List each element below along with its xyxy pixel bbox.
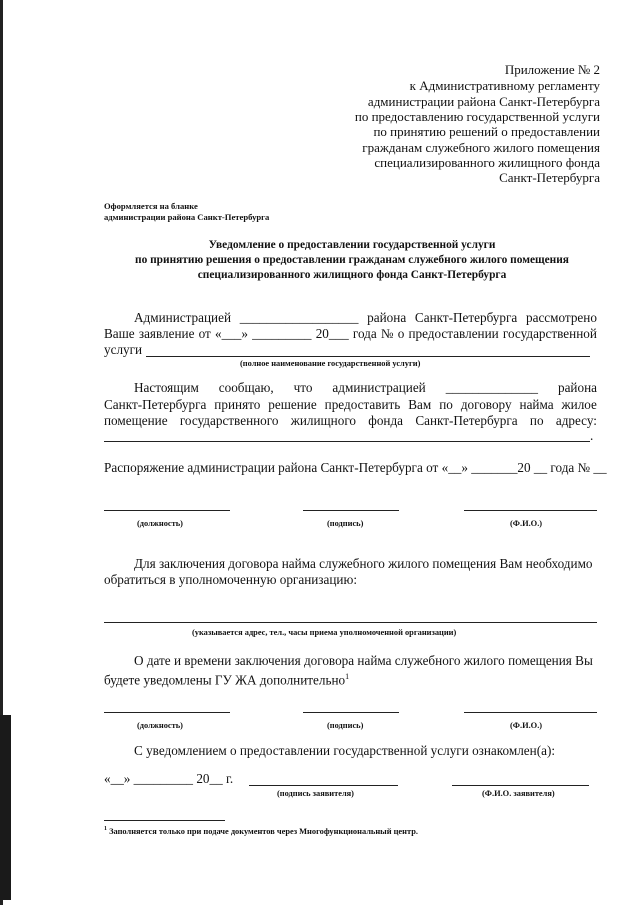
p1-line-1: Администрацией __________________ района Санкт-Петербурга рассмотрено: [134, 310, 597, 325]
applicant-name-caption: (Ф.И.О. заявителя): [482, 789, 555, 798]
p4-line-2: будете уведомлены ГУ ЖА дополнительно$^1$: [104, 672, 350, 688]
position-field-1[interactable]: [104, 510, 230, 511]
appendix-line-6: гражданам служебного жилого помещения: [362, 140, 600, 155]
appendix-line-3: администрации района Санкт-Петербурга: [367, 94, 600, 109]
fio-caption-1: (Ф.И.О.): [510, 519, 543, 528]
service-name-caption: (полное наименование государственной услуги): [240, 359, 421, 368]
title-line-2: по принятию решения о предоставлении гражданам служебного жилого помещения: [135, 254, 569, 266]
title-line-3: специализированного жилищного фонда Санкт-Петербурга: [197, 269, 507, 281]
appendix-line-7: специализированного жилищного фонда: [374, 155, 600, 170]
p3-line-2: обратиться в уполномоченную организацию:: [104, 572, 357, 587]
p2-line-2: Санкт-Петербурга принято решение предоставить Вам по договору найма жилое: [104, 397, 597, 412]
p4-line-1: О дате и времени заключения договора найма служебного жилого помещения Вы: [134, 653, 593, 668]
p1-line-3: услуги: [104, 342, 143, 357]
organization-field[interactable]: [104, 622, 597, 623]
appendix-line-5: по принятию решений о предоставлении: [373, 124, 600, 139]
fio-field-2[interactable]: [464, 712, 597, 713]
signature-caption-2: (подпись): [327, 721, 364, 730]
signature-caption-1: (подпись): [327, 519, 364, 528]
position-caption-1: (должность): [137, 519, 183, 528]
scan-artifact: [0, 715, 11, 900]
title-line-1: Уведомление о предоставлении государственной услуги: [208, 239, 496, 251]
footnote-mark: 1: [104, 826, 107, 832]
appendix-line-2: к Административному регламенту: [409, 78, 600, 93]
service-name-field[interactable]: [146, 356, 590, 357]
footnote-text: Заполняется только при подаче документов через Многофункциональный центр.: [109, 826, 418, 836]
form-note-line-2: администрации района Санкт-Петербурга: [104, 212, 270, 222]
p2-line-1: Настоящим сообщаю, что администрацией ______________ района: [134, 380, 597, 395]
fio-caption-2: (Ф.И.О.): [510, 721, 543, 730]
appendix-line-8: Санкт-Петербурга: [499, 170, 600, 185]
position-caption-2: (должность): [137, 721, 183, 730]
applicant-name-field[interactable]: [452, 785, 589, 786]
signature-field-1[interactable]: [303, 510, 399, 511]
appendix-line-1: Приложение № 2: [504, 62, 600, 77]
footnote: [104, 826, 418, 836]
fio-field-1[interactable]: [464, 510, 597, 511]
organization-caption: (указывается адрес, тел., часы приема уполномоченной организации): [192, 628, 457, 637]
signature-field-2[interactable]: [303, 712, 399, 713]
form-note-line-1: Оформляется на бланке: [104, 201, 198, 211]
p2-line-3: помещение государственного жилищного фонда Санкт-Петербурга по адресу:: [104, 413, 597, 428]
appendix-line-4: по предоставлению государственной услуги: [354, 109, 600, 124]
address-field[interactable]: [104, 441, 590, 442]
ack-date: «__» _________ 20__ г.: [104, 771, 234, 786]
footnote-ref: 1: [345, 672, 350, 681]
p3-line-1: Для заключения договора найма служебного жилого помещения Вам необходимо: [134, 556, 593, 571]
address-end-dot: .: [590, 428, 594, 443]
order-line: Распоряжение администрации района Санкт-Петербурга от «__» _______20 __ года № __: [104, 460, 607, 475]
ack-text: С уведомлением о предоставлении государственной услуги ознакомлен(а):: [134, 743, 555, 758]
applicant-signature-caption: (подпись заявителя): [277, 789, 354, 798]
p1-line-2: Ваше заявление от «___» _________ 20___ года № о предоставлении государственной: [104, 326, 597, 341]
footnote-separator: [104, 820, 225, 821]
applicant-signature-field[interactable]: [249, 785, 398, 786]
position-field-2[interactable]: [104, 712, 230, 713]
